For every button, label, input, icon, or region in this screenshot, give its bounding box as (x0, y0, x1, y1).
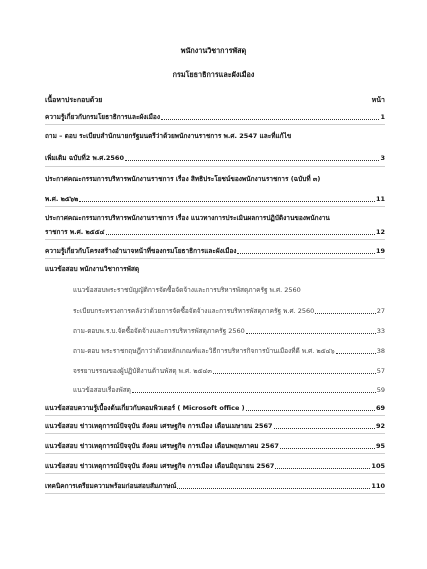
toc-entry: ความรู้เกี่ยวกับกรมโยธาธิการและผังเมือง 1 (45, 113, 385, 121)
toc-entry: ประกาศคณะกรรมการบริหารพนักงานราชการ เรื่อง แนวทางการประเมินผลการปฏิบัติงานของพนักงาน (45, 214, 330, 222)
divider (45, 493, 385, 494)
toc-entry: ราชการ พ.ศ. ๒๕๕๔ 12 (45, 228, 385, 236)
document-subtitle: กรมโยธาธิการและผังเมือง (172, 70, 255, 79)
divider (45, 206, 385, 207)
toc-entry: พ.ศ. ๒๕๖๒ 11 (45, 195, 385, 203)
toc-section-heading: แนวข้อสอบ พนักงานวิชาการพัสดุ (45, 265, 140, 273)
toc-sub-entry: ถาม-ตอบพ.ร.บ.จัดซื้อจัดจ้างและการบริหารพัสดุภาครัฐ 2560 33 (73, 327, 385, 335)
divider (45, 258, 385, 259)
toc-sub-entry: แนวข้อสอบเรื่องพัสดุ 59 (73, 386, 385, 394)
divider (45, 166, 385, 167)
toc-sub-entry: จรรยาบรรณของผู้ปฏิบัติงานด้านพัสดุ พ.ศ. ๒๕๔๓ 57 (73, 367, 385, 375)
toc-entry: แนวข้อสอบ ข่าวเหตุการณ์ปัจจุบัน สังคม เศรษฐกิจ การเมือง เดือนมิถุนายน 2567 105 (45, 462, 385, 470)
toc-sub-entry: ระเบียบกระทรวงการคลังว่าด้วยการจัดซื้อจัดจ้างและการบริหารพัสดุภาครัฐ พ.ศ. 2560 27 (73, 307, 385, 315)
toc-entry: เทคนิคการเตรียมความพร้อมก่อนสอบสัมภาษณ์ 110 (45, 482, 385, 490)
divider (45, 453, 385, 454)
divider (45, 124, 385, 125)
document-title: พนักงานวิชาการพัสดุ (180, 46, 247, 55)
toc-entry: แนวข้อสอบ ข่าวเหตุการณ์ปัจจุบัน สังคม เศรษฐกิจ การเมือง เดือนพฤษภาคม 2567 95 (45, 442, 385, 450)
toc-entry: ความรู้เกี่ยวกับโครงสร้างอำนาจหน้าที่ของกรมโยธาธิการและผังเมือง 19 (45, 247, 385, 255)
toc-sub-entry: แนวข้อสอบพระราชบัญญัติการจัดซื้อจัดจ้างและการบริหารพัสดุภาครัฐ พ.ศ. 2560 (73, 286, 301, 294)
contents-header (45, 95, 385, 106)
toc-entry: เพิ่มเติม ฉบับที่2 พ.ศ.2560 3 (45, 154, 385, 162)
toc-entry: แนวข้อสอบ ข่าวเหตุการณ์ปัจจุบัน สังคม เศรษฐกิจ การเมือง เดือนเมษายน 2567 92 (45, 422, 385, 430)
divider (45, 239, 385, 240)
divider (45, 473, 385, 474)
divider (45, 415, 385, 416)
toc-entry: ประกาศคณะกรรมการบริหารพนักงานราชการ เรื่อง สิทธิประโยชน์ของพนักงานราชการ (ฉบับที่ ๓) (45, 175, 321, 183)
toc-entry: ถาม – ตอบ ระเบียบสำนักนายกรัฐมนตรีว่าด้วยพนักงานราชการ พ.ศ. 2547 และที่แก้ไข (45, 132, 292, 140)
page-column-label: หน้า (371, 96, 385, 104)
divider (45, 433, 385, 434)
toc-sub-entry: ถาม-ตอบ พระราชกฤษฎีกาว่าด้วยหลักเกณฑ์และวิธีการบริหารกิจการบ้านเมืองที่ดี พ.ศ. ๒๕๔๖ 38 (73, 347, 385, 355)
toc-entry: แนวข้อสอบความรู้เบื้องต้นเกี่ยวกับคอมพิวเตอร์ ( Microsoft office ) 69 (45, 404, 385, 412)
contents-label: เนื้อหาประกอบด้วย (45, 96, 103, 104)
